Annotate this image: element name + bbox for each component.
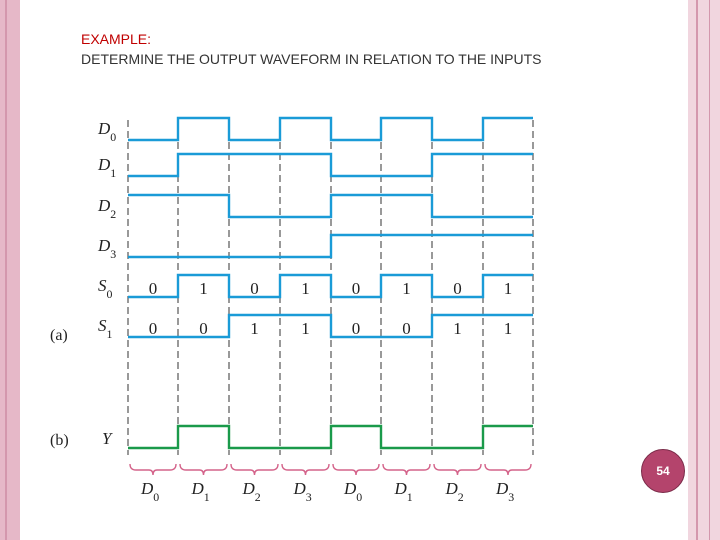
- interval-brace: [434, 464, 481, 475]
- select-bit-value: 0: [402, 319, 411, 338]
- interval-label-d1: $D_1$: [394, 479, 413, 504]
- interval-brace: [383, 464, 430, 475]
- waveform-d0: [128, 118, 533, 140]
- signal-label-d3: $D_3$: [98, 236, 117, 261]
- select-bit-value: 1: [301, 279, 310, 298]
- interval-brace: [130, 464, 176, 475]
- select-bit-value: 0: [453, 279, 462, 298]
- select-bit-value: 0: [148, 279, 158, 298]
- waveform-d1: [128, 154, 533, 176]
- select-bit-value: 0: [148, 319, 158, 338]
- slide-title: EXAMPLE:: [81, 31, 152, 47]
- signal-label-s1: $S_1$: [98, 316, 113, 341]
- signal-label-d1: $D_1$: [98, 155, 117, 180]
- waveform-y: [128, 426, 533, 448]
- select-bit-value: 1: [301, 319, 310, 338]
- waveform-d3: [128, 235, 533, 257]
- page-number-badge: 54: [641, 449, 685, 493]
- signal-label-s0: $S_0$: [98, 276, 113, 301]
- select-bit-value: 1: [503, 319, 513, 338]
- interval-label-d3: $D_3$: [496, 479, 515, 504]
- interval-label-d2: $D_2$: [445, 479, 464, 504]
- select-bit-value: 0: [351, 279, 361, 298]
- signal-label-y: Y: [102, 429, 112, 448]
- interval-brace: [231, 464, 278, 475]
- waveform-d2: [128, 195, 533, 217]
- interval-label-d2: $D_2$: [242, 479, 261, 504]
- select-bit-value: 1: [402, 279, 411, 298]
- part-b-label: (b): [50, 432, 69, 449]
- interval-label-d0: $D_0$: [344, 479, 363, 504]
- part-a-label: (a): [50, 327, 68, 344]
- signal-label-d0: $D_0$: [98, 119, 117, 144]
- select-bit-value: 0: [199, 319, 208, 338]
- slide-subtitle: DETERMINE THE OUTPUT WAVEFORM IN RELATION TO THE INPUTS: [81, 51, 542, 67]
- select-bit-value: 1: [250, 319, 259, 338]
- interval-label-d3: $D_3$: [293, 479, 312, 504]
- select-bit-value: 1: [199, 279, 208, 298]
- select-bit-value: 0: [250, 279, 259, 298]
- interval-brace: [333, 464, 379, 475]
- interval-brace: [282, 464, 329, 475]
- select-bit-value: 1: [453, 319, 462, 338]
- interval-label-d1: $D_1$: [191, 479, 210, 504]
- waveform-s1: [128, 315, 533, 337]
- waveform-s0: [128, 275, 533, 297]
- select-bit-value: 0: [351, 319, 361, 338]
- interval-label-d0: $D_0$: [141, 479, 160, 504]
- select-bit-value: 1: [503, 279, 513, 298]
- interval-brace: [180, 464, 227, 475]
- interval-brace: [485, 464, 531, 475]
- signal-label-d2: $D_2$: [98, 196, 117, 221]
